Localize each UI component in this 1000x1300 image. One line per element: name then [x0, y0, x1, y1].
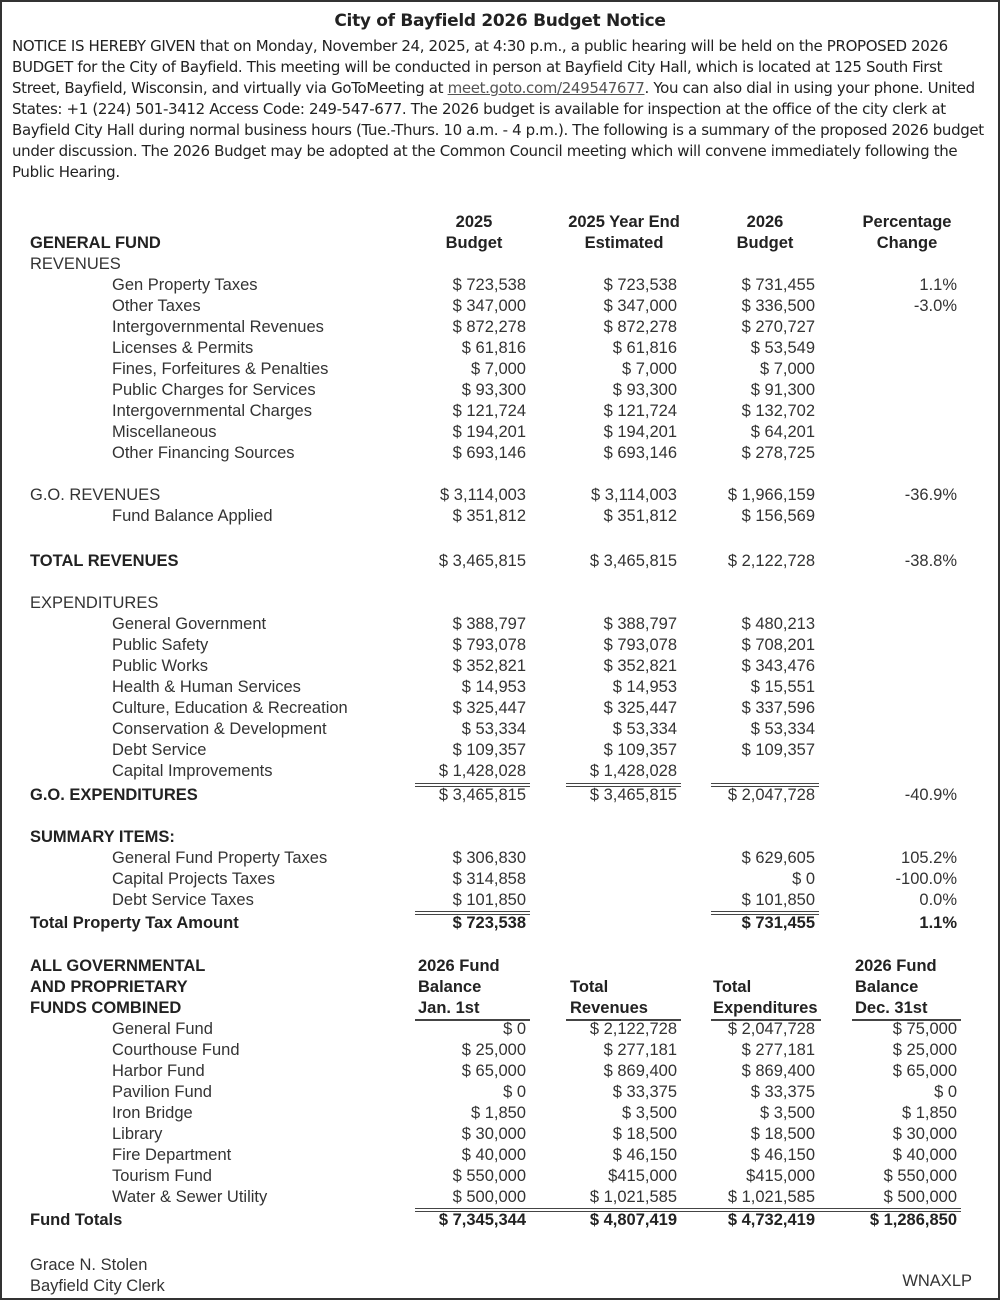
revenue-2025-estimated: $ 347,000 [603, 297, 677, 315]
revenue-2025-budget: $ 872,278 [452, 318, 526, 336]
fund-totals-exp: $ 4,732,419 [727, 1211, 815, 1229]
total-property-tax-2026-budget: $ 731,455 [741, 914, 815, 932]
clerk-title: Bayfield City Clerk [30, 1277, 165, 1295]
expenditure-2025-estimated: $ 388,797 [603, 615, 677, 633]
notice-text-part1: NOTICE IS HEREBY GIVEN that on Monday, November 24, 2025, at 4:30 p.m., a public hearing will be held on the PROPOSED 2026 BUDGET for the City of Bayfield. This meeting will be conducted in person at Bayfield City Hall, which is located at 125 South First Street, Bayfield, Wisconsin, and virtually via GoToMeeting at [12, 37, 948, 97]
expenditure-2025-estimated: $ 793,078 [603, 636, 677, 654]
column-header-line1: 2026 [746, 213, 784, 231]
gotomeeting-link[interactable]: meet.goto.com/249547677 [447, 79, 645, 97]
go-revenues-pct-change: -36.9% [904, 486, 957, 504]
fund-balance-dec: $ 0 [934, 1083, 957, 1101]
general-fund-heading: GENERAL FUND [30, 234, 161, 252]
fund-total-revenues: $415,000 [608, 1167, 677, 1185]
column-header-line1: Percentage [862, 213, 952, 231]
expenditure-label: Culture, Education & Recreation [112, 699, 348, 717]
revenue-2025-budget: $ 693,146 [452, 444, 526, 462]
fund-total-revenues: $ 869,400 [603, 1062, 677, 1080]
revenue-2026-budget: $ 91,300 [750, 381, 815, 399]
go-revenues-2025-budget: $ 3,114,003 [440, 486, 526, 504]
fund-balance-dec: $ 40,000 [892, 1146, 957, 1164]
funds-column-header-line: Balance [418, 978, 482, 996]
revenue-pct-change: -3.0% [913, 297, 957, 315]
revenue-label: Licenses & Permits [112, 339, 254, 357]
fund-balance-jan: $ 30,000 [461, 1125, 526, 1143]
expenditure-label: Capital Improvements [112, 762, 273, 780]
revenues-label: REVENUES [30, 255, 121, 273]
fund-total-expenditures: $ 869,400 [741, 1062, 815, 1080]
fund-balance-jan: $ 0 [503, 1020, 526, 1038]
funds-heading-line: ALL GOVERNMENTAL [30, 957, 206, 975]
go-revenues-2026-budget: $ 1,966,159 [727, 486, 815, 504]
funds-column-header-line: Balance [855, 978, 919, 996]
fund-total-expenditures: $ 3,500 [759, 1104, 815, 1122]
fund-balance-applied-label: Fund Balance Applied [112, 507, 273, 525]
summary-item-2025-budget: $ 306,830 [452, 849, 526, 867]
column-header-line2: Budget [736, 234, 794, 252]
fund-total-expenditures: $ 2,047,728 [727, 1020, 815, 1038]
total-property-tax-label: Total Property Tax Amount [30, 914, 239, 932]
fund-label: Pavilion Fund [112, 1083, 212, 1101]
funds-column-header-line: 2026 Fund [855, 957, 937, 975]
summary-item-2025-budget: $ 101,850 [452, 891, 526, 909]
revenue-label: Other Financing Sources [112, 444, 295, 462]
clerk-name: Grace N. Stolen [30, 1256, 148, 1274]
expenditure-2025-estimated: $ 109,357 [603, 741, 677, 759]
revenue-2026-budget: $ 336,500 [741, 297, 815, 315]
fund-totals-jan: $ 7,345,344 [438, 1211, 526, 1229]
fund-total-expenditures: $ 33,375 [750, 1083, 815, 1101]
fund-total-revenues: $ 1,021,585 [589, 1188, 677, 1206]
total-property-tax-pct-change: 1.1% [919, 914, 957, 932]
revenue-label: Miscellaneous [112, 423, 217, 441]
column-header-line1: 2025 [455, 213, 493, 231]
summary-item-label: General Fund Property Taxes [112, 849, 328, 867]
go-expenditures-pct-change: -40.9% [904, 786, 957, 804]
revenue-label: Gen Property Taxes [112, 276, 258, 294]
revenue-pct-change: 1.1% [919, 276, 957, 294]
funds-heading-line: AND PROPRIETARY [30, 978, 188, 996]
column-header-line2: Change [876, 234, 938, 252]
fund-balance-dec: $ 65,000 [892, 1062, 957, 1080]
fund-balance-jan: $ 0 [503, 1083, 526, 1101]
revenue-2025-budget: $ 61,816 [461, 339, 526, 357]
go-expenditures-2026-budget: $ 2,047,728 [727, 786, 815, 804]
revenue-2025-budget: $ 7,000 [470, 360, 526, 378]
revenue-label: Fines, Forfeitures & Penalties [112, 360, 329, 378]
go-expenditures-2025-estimated: $ 3,465,815 [589, 786, 677, 804]
publication-code: WNAXLP [902, 1272, 972, 1290]
funds-column-header-line: Revenues [570, 999, 648, 1017]
expenditure-label: General Government [112, 615, 267, 633]
total-revenues-label: TOTAL REVENUES [30, 552, 179, 570]
expenditure-2026-budget: $ 53,334 [750, 720, 815, 738]
funds-column-header-line: Jan. 1st [418, 999, 480, 1017]
revenue-2025-estimated: $ 61,816 [612, 339, 677, 357]
column-header-line2: Estimated [584, 234, 664, 252]
expenditure-2025-budget: $ 325,447 [452, 699, 526, 717]
summary-item-pct-change: 0.0% [919, 891, 957, 909]
fund-balance-applied-2025-estimated: $ 351,812 [603, 507, 677, 525]
fund-balance-jan: $ 1,850 [470, 1104, 526, 1122]
total-revenues-pct-change: -38.8% [904, 552, 957, 570]
fund-balance-jan: $ 500,000 [452, 1188, 526, 1206]
revenue-2026-budget: $ 132,702 [741, 402, 815, 420]
total-revenues-2026-budget: $ 2,122,728 [727, 552, 815, 570]
revenue-2025-budget: $ 723,538 [452, 276, 526, 294]
fund-totals-dec: $ 1,286,850 [869, 1211, 957, 1229]
revenue-2025-budget: $ 347,000 [452, 297, 526, 315]
expenditure-2026-budget: $ 343,476 [741, 657, 815, 675]
fund-total-expenditures: $ 1,021,585 [727, 1188, 815, 1206]
fund-balance-jan: $ 25,000 [461, 1041, 526, 1059]
go-expenditures-2025-budget: $ 3,465,815 [438, 786, 526, 804]
expenditure-2025-budget: $ 14,953 [461, 678, 526, 696]
fund-balance-dec: $ 30,000 [892, 1125, 957, 1143]
fund-label: Library [112, 1125, 163, 1143]
revenue-2026-budget: $ 278,725 [741, 444, 815, 462]
funds-column-header-line: Total [570, 978, 609, 996]
expenditure-2025-estimated: $ 14,953 [612, 678, 677, 696]
summary-item-label: Debt Service Taxes [112, 891, 254, 909]
go-expenditures-label: G.O. EXPENDITURES [30, 786, 198, 804]
expenditure-2026-budget: $ 109,357 [741, 741, 815, 759]
page-title: City of Bayfield 2026 Budget Notice [334, 11, 666, 31]
expenditures-label: EXPENDITURES [30, 594, 159, 612]
funds-heading-line: FUNDS COMBINED [30, 999, 182, 1017]
expenditure-label: Public Safety [112, 636, 209, 654]
expenditure-2025-budget: $ 109,357 [452, 741, 526, 759]
fund-balance-jan: $ 40,000 [461, 1146, 526, 1164]
summary-item-2025-budget: $ 314,858 [452, 870, 526, 888]
fund-totals-rev: $ 4,807,419 [589, 1211, 677, 1229]
funds-column-header-line: Total [713, 978, 752, 996]
summary-item-pct-change: -100.0% [895, 870, 957, 888]
notice-text-part2: . You can also dial in using your phone. United States: +1 (224) 501-3412 Access Code: 249-547-677. The 2026 budget is available for inspection at the office of the city clerk at Bayfield City Hall during normal business hours (Tue.-Thurs. 10 a.m. - 4 p.m.). The following is a summary of the proposed 2026 budget under discussion. The 2026 Budget may be adopted at the Common Council meeting which will convene immediately following the Public Hearing. [12, 79, 984, 181]
fund-balance-dec: $ 500,000 [883, 1188, 957, 1206]
fund-totals-label: Fund Totals [30, 1211, 123, 1229]
fund-total-expenditures: $ 18,500 [750, 1125, 815, 1143]
fund-balance-applied-2025-budget: $ 351,812 [452, 507, 526, 525]
expenditure-2026-budget: $ 480,213 [741, 615, 815, 633]
expenditure-2025-estimated: $ 1,428,028 [589, 762, 677, 780]
fund-balance-dec: $ 550,000 [883, 1167, 957, 1185]
revenue-2026-budget: $ 53,549 [750, 339, 815, 357]
fund-balance-applied-2026-budget: $ 156,569 [741, 507, 815, 525]
column-header-line1: 2025 Year End [568, 213, 680, 231]
fund-total-expenditures: $ 46,150 [750, 1146, 815, 1164]
summary-item-pct-change: 105.2% [901, 849, 957, 867]
revenue-2025-estimated: $ 872,278 [603, 318, 677, 336]
fund-total-revenues: $ 277,181 [603, 1041, 677, 1059]
revenue-2025-estimated: $ 723,538 [603, 276, 677, 294]
fund-label: General Fund [112, 1020, 213, 1038]
expenditure-label: Public Works [112, 657, 208, 675]
column-header-line2: Budget [445, 234, 503, 252]
expenditure-2025-estimated: $ 325,447 [603, 699, 677, 717]
fund-label: Fire Department [112, 1146, 232, 1164]
expenditure-2025-budget: $ 1,428,028 [438, 762, 526, 780]
revenue-2025-estimated: $ 194,201 [603, 423, 677, 441]
fund-label: Tourism Fund [112, 1167, 212, 1185]
revenue-label: Public Charges for Services [112, 381, 316, 399]
fund-balance-dec: $ 1,850 [901, 1104, 957, 1122]
revenue-2025-estimated: $ 121,724 [603, 402, 677, 420]
revenue-2025-budget: $ 194,201 [452, 423, 526, 441]
total-revenues-2025-estimated: $ 3,465,815 [589, 552, 677, 570]
go-revenues-2025-estimated: $ 3,114,003 [591, 486, 677, 504]
funds-column-header-line: Expenditures [713, 999, 818, 1017]
fund-label: Iron Bridge [112, 1104, 193, 1122]
revenue-2026-budget: $ 270,727 [741, 318, 815, 336]
expenditure-2026-budget: $ 15,551 [750, 678, 815, 696]
total-property-tax-2025-budget: $ 723,538 [452, 914, 526, 932]
expenditure-2025-budget: $ 352,821 [452, 657, 526, 675]
notice-paragraph [12, 36, 988, 183]
fund-total-revenues: $ 46,150 [612, 1146, 677, 1164]
revenue-2025-estimated: $ 93,300 [612, 381, 677, 399]
expenditure-label: Conservation & Development [112, 720, 327, 738]
fund-total-expenditures: $ 277,181 [741, 1041, 815, 1059]
expenditure-2025-estimated: $ 53,334 [612, 720, 677, 738]
summary-item-2026-budget: $ 0 [792, 870, 815, 888]
expenditure-label: Health & Human Services [112, 678, 301, 696]
expenditure-2025-budget: $ 793,078 [452, 636, 526, 654]
fund-total-revenues: $ 2,122,728 [589, 1020, 677, 1038]
fund-label: Courthouse Fund [112, 1041, 240, 1059]
expenditure-2026-budget: $ 708,201 [741, 636, 815, 654]
revenue-label: Intergovernmental Revenues [112, 318, 324, 336]
fund-total-revenues: $ 3,500 [621, 1104, 677, 1122]
revenue-label: Other Taxes [112, 297, 201, 315]
total-revenues-2025-budget: $ 3,465,815 [438, 552, 526, 570]
expenditure-label: Debt Service [112, 741, 207, 759]
fund-total-revenues: $ 33,375 [612, 1083, 677, 1101]
fund-balance-dec: $ 25,000 [892, 1041, 957, 1059]
revenue-2025-estimated: $ 693,146 [603, 444, 677, 462]
fund-balance-jan: $ 550,000 [452, 1167, 526, 1185]
expenditure-2025-estimated: $ 352,821 [603, 657, 677, 675]
revenue-2025-budget: $ 93,300 [461, 381, 526, 399]
expenditure-2025-budget: $ 53,334 [461, 720, 526, 738]
fund-balance-jan: $ 65,000 [461, 1062, 526, 1080]
expenditure-2026-budget: $ 337,596 [741, 699, 815, 717]
revenue-2026-budget: $ 64,201 [750, 423, 815, 441]
summary-item-label: Capital Projects Taxes [112, 870, 275, 888]
expenditure-2025-budget: $ 388,797 [452, 615, 526, 633]
revenue-2025-estimated: $ 7,000 [621, 360, 677, 378]
summary-heading: SUMMARY ITEMS: [30, 828, 175, 846]
summary-item-2026-budget: $ 101,850 [741, 891, 815, 909]
fund-label: Harbor Fund [112, 1062, 205, 1080]
revenue-2025-budget: $ 121,724 [452, 402, 526, 420]
revenue-2026-budget: $ 7,000 [759, 360, 815, 378]
fund-label: Water & Sewer Utility [112, 1188, 268, 1206]
summary-item-2026-budget: $ 629,605 [741, 849, 815, 867]
fund-total-revenues: $ 18,500 [612, 1125, 677, 1143]
revenue-2026-budget: $ 731,455 [741, 276, 815, 294]
fund-total-expenditures: $415,000 [746, 1167, 815, 1185]
fund-balance-dec: $ 75,000 [892, 1020, 957, 1038]
revenue-label: Intergovernmental Charges [112, 402, 312, 420]
funds-column-header-line: Dec. 31st [855, 999, 928, 1017]
go-revenues-label: G.O. REVENUES [30, 486, 161, 504]
funds-column-header-line: 2026 Fund [418, 957, 500, 975]
